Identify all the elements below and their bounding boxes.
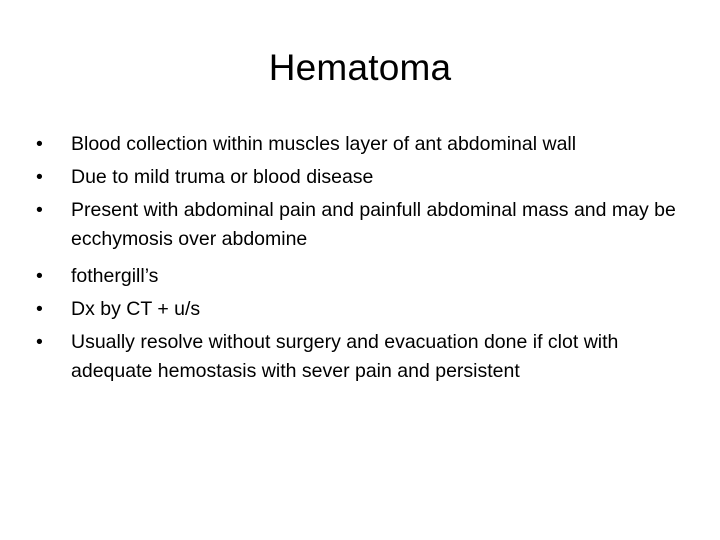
bullet-list [36,130,686,390]
bullet-text: Blood collection within muscles layer of ant abdominal wall [71,133,577,155]
slide-title: Hematoma [268,47,452,88]
bullet-item [36,295,686,324]
bullet-item [36,130,686,159]
bullet-dot-icon: • [36,166,43,188]
bullet-item [36,196,686,254]
bullet-text: Present with abdominal pain and painfull abdominal mass and may be ecchymosis over abdomine [71,199,676,250]
bullet-dot-icon: • [36,331,43,353]
bullet-text: Usually resolve without surgery and evacuation done if clot with adequate hemostasis with sever pain and persistent [71,331,619,382]
bullet-dot-icon: • [36,265,43,287]
bullet-text: Dx by CT + u/s [71,298,201,320]
bullet-dot-icon: • [36,133,43,155]
bullet-item [36,262,686,291]
bullet-text: fothergill’s [71,265,159,287]
bullet-item [36,328,686,386]
bullet-text: Due to mild truma or blood disease [71,166,374,188]
bullet-item [36,163,686,192]
bullet-dot-icon: • [36,199,43,221]
bullet-dot-icon: • [36,298,43,320]
